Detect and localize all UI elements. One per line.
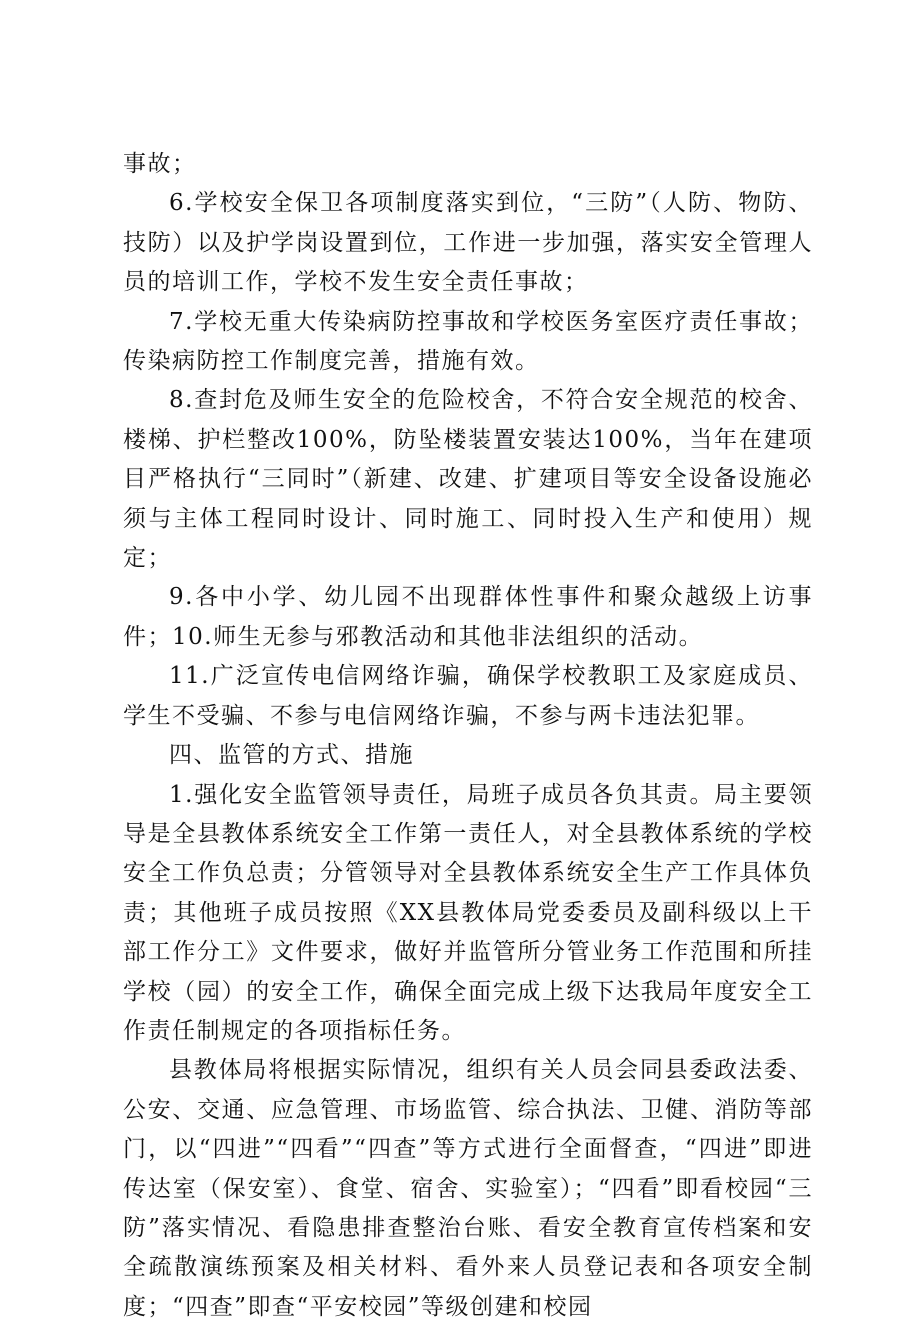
paragraph-measure-1: 1.强化安全监管领导责任，局班子成员各负其责。局主要领导是全县教体系统安全工作第一责任人，对全县教体系统的学校 安全工作负总责；分管领导对全县教体系统安全生产工作具体负责；其他班子成员按照《XX县教体局党委委员及副科级以上干部工作分工》文件要求，做好并监管所分管业务工作范围和所挂学校（园）的安全工作，确保全面完成上级下达我局年度安全工作责任制规定的各项指标任务。: [123, 781, 813, 1044]
paragraph-item-8: 8.查封危及师生安全的危险校舍，不符合安全规范的校舍、楼梯、护栏整改100%，防坠楼装置安装达100%，当年在建项目严格执行“三同时”（新建、改建、扩建项目等安全设备设施必须与主体工程同时设计、同时施工、同时投入生产和使用）规定；: [123, 387, 813, 572]
paragraph-item-9-10: 9.各中小学、幼儿园不出现群体性事件和聚众越级上访事件；10.师生无参与邪教活动和其他非法组织的活动。: [123, 584, 813, 650]
paragraph-item-6: 6.学校安全保卫各项制度落实到位，“三防”（人防、物防、技防）以及护学岗设置到位，工作进一步加强，落实安全管理人员的培训工作，学校不发生安全责任事故；: [123, 190, 813, 296]
paragraph-continuation: 事故；: [123, 151, 197, 177]
document-body: [123, 145, 813, 1327]
paragraph-item-11: 11.广泛宣传电信网络诈骗，确保学校教职工及家庭成员、学生不受骗、不参与电信网络诈骗，不参与两卡违法犯罪。: [123, 663, 813, 729]
paragraph-item-7: 7.学校无重大传染病防控事故和学校医务室医疗责任事故；传染病防控工作制度完善，措施有效。: [123, 308, 813, 375]
section-heading: 四、监管的方式、措施: [169, 742, 414, 769]
paragraph-inspection: 县教体局将根据实际情况，组织有关人员会同县委政法委、公安、交通、应急管理、市场监管、综合执法、卫健、消防等部门，以“四进”“四看”“四查”等方式进行全面督查，“四进”即进传达室（保安室）、食堂、宿舍、实验室）；“四看”即看校园“三防”落实情况、看隐患排查整治台账、看安全教育宣传档案和安全疏散演练预案及相关材料、看外来人员登记表和各项安全制度；“四查”即查“平安校园”等级创建和校园: [123, 1057, 813, 1320]
